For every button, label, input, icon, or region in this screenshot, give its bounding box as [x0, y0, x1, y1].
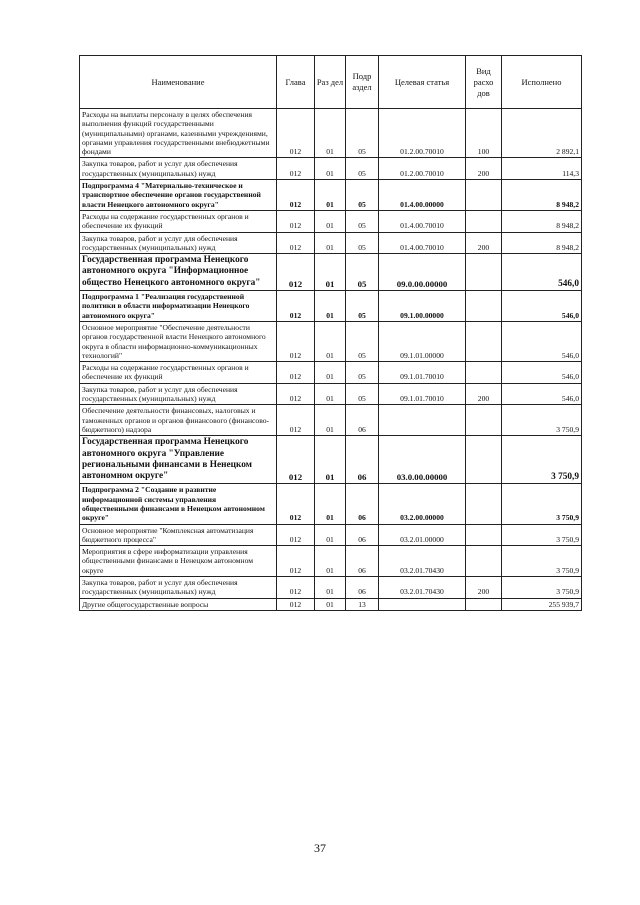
row-expense-type [466, 180, 502, 211]
row-executed: 546,0 [502, 254, 582, 291]
row-expense-type [466, 210, 502, 232]
table-row [80, 524, 582, 546]
row-expense-type [466, 405, 502, 436]
row-executed: 3 750,9 [502, 405, 582, 436]
row-razdel: 01 [315, 524, 346, 546]
table-row [80, 577, 582, 599]
row-glava: 012 [277, 321, 315, 361]
row-podrazdel: 05 [346, 362, 379, 384]
row-razdel: 01 [315, 321, 346, 361]
row-expense-type [466, 291, 502, 322]
row-executed: 255 939,7 [502, 598, 582, 610]
row-target-article: 01.2.00.70010 [379, 109, 466, 158]
row-executed: 3 750,9 [502, 436, 582, 484]
page-number: 37 [314, 841, 326, 855]
row-target-article: 09.1.01.70010 [379, 362, 466, 384]
row-name: Закупка товаров, работ и услуг для обеспечения государственных (муниципальных) нужд [80, 232, 277, 254]
row-name: Государственная программа Ненецкого автономного округа "Информационное общество Ненецкого автономного округа" [80, 254, 277, 291]
row-razdel: 01 [315, 362, 346, 384]
table-row [80, 180, 582, 211]
row-razdel: 01 [315, 577, 346, 599]
row-glava: 012 [277, 405, 315, 436]
row-podrazdel: 05 [346, 232, 379, 254]
table-row [80, 321, 582, 361]
row-executed: 3 750,9 [502, 484, 582, 524]
row-glava: 012 [277, 598, 315, 610]
row-name: Подпрограмма 1 "Реализация государственной политики в области информатизации Ненецкого автономного округа" [80, 291, 277, 322]
row-name: Основное мероприятие "Обеспечение деятельности органов государственной власти Ненецкого автономного округа в области информационно-коммуникационных технологий" [80, 321, 277, 361]
row-target-article: 01.4.00.70010 [379, 232, 466, 254]
row-glava: 012 [277, 232, 315, 254]
row-expense-type [466, 362, 502, 384]
table-row [80, 362, 582, 384]
row-target-article: 01.4.00.70010 [379, 210, 466, 232]
row-podrazdel: 06 [346, 524, 379, 546]
table-row [80, 254, 582, 291]
row-razdel: 01 [315, 254, 346, 291]
row-podrazdel: 13 [346, 598, 379, 610]
row-podrazdel: 05 [346, 109, 379, 158]
row-name: Другие общегосударственные вопросы [80, 598, 277, 610]
table-row [80, 546, 582, 577]
row-executed: 3 750,9 [502, 524, 582, 546]
header-statya: Целевая статья [379, 56, 466, 109]
row-podrazdel: 05 [346, 210, 379, 232]
row-target-article [379, 405, 466, 436]
row-glava: 012 [277, 524, 315, 546]
row-executed: 3 750,9 [502, 577, 582, 599]
header-ispolneno: Исполнено [502, 56, 582, 109]
row-glava: 012 [277, 484, 315, 524]
row-target-article: 09.1.01.70010 [379, 383, 466, 405]
row-razdel: 01 [315, 484, 346, 524]
header-name: Наименование [80, 56, 277, 109]
row-executed: 546,0 [502, 362, 582, 384]
row-target-article: 09.1.00.00000 [379, 291, 466, 322]
row-executed: 3 750,9 [502, 546, 582, 577]
row-podrazdel: 05 [346, 158, 379, 180]
table-row [80, 210, 582, 232]
row-target-article: 09.1.01.00000 [379, 321, 466, 361]
row-name: Государственная программа Ненецкого автономного округа "Управление региональными финансами в Ненецком автономном округе" [80, 436, 277, 484]
row-glava: 012 [277, 436, 315, 484]
row-name: Обеспечение деятельности финансовых, налоговых и таможенных органов и органов финансового (финансово-бюджетного) надзора [80, 405, 277, 436]
row-podrazdel: 06 [346, 436, 379, 484]
row-razdel: 01 [315, 180, 346, 211]
row-name: Подпрограмма 2 "Создание и развитие информационной системы управления общественными финансами в Ненецком автономном округе" [80, 484, 277, 524]
row-razdel: 01 [315, 436, 346, 484]
row-glava: 012 [277, 109, 315, 158]
row-target-article: 09.0.00.00000 [379, 254, 466, 291]
row-name: Закупка товаров, работ и услуг для обеспечения государственных (муниципальных) нужд [80, 577, 277, 599]
row-expense-type [466, 524, 502, 546]
table-row [80, 109, 582, 158]
row-podrazdel: 05 [346, 291, 379, 322]
row-name: Расходы на содержание государственных органов и обеспечение их функций [80, 362, 277, 384]
row-target-article: 03.2.01.70430 [379, 577, 466, 599]
header-razdel: Раз дел [315, 56, 346, 109]
table-body [80, 109, 582, 611]
row-executed: 2 892,1 [502, 109, 582, 158]
row-glava: 012 [277, 291, 315, 322]
header-podrazdel: Подр аздел [346, 56, 379, 109]
row-glava: 012 [277, 383, 315, 405]
row-razdel: 01 [315, 291, 346, 322]
row-target-article: 03.2.00.00000 [379, 484, 466, 524]
table-row [80, 436, 582, 484]
table-row [80, 484, 582, 524]
row-podrazdel: 06 [346, 484, 379, 524]
row-glava: 012 [277, 254, 315, 291]
row-podrazdel: 05 [346, 321, 379, 361]
table-row [80, 598, 582, 610]
table-row [80, 232, 582, 254]
row-target-article: 01.2.00.70010 [379, 158, 466, 180]
row-name: Основное мероприятие "Комплексная автоматизация бюджетного процесса" [80, 524, 277, 546]
row-expense-type [466, 546, 502, 577]
row-target-article: 03.2.01.70430 [379, 546, 466, 577]
row-razdel: 01 [315, 232, 346, 254]
row-podrazdel: 05 [346, 254, 379, 291]
row-name: Закупка товаров, работ и услуг для обеспечения государственных (муниципальных) нужд [80, 158, 277, 180]
table-row [80, 291, 582, 322]
row-expense-type [466, 598, 502, 610]
row-target-article: 03.0.00.00000 [379, 436, 466, 484]
row-podrazdel: 06 [346, 405, 379, 436]
row-executed: 546,0 [502, 383, 582, 405]
row-target-article [379, 598, 466, 610]
row-executed: 8 948,2 [502, 180, 582, 211]
row-expense-type [466, 254, 502, 291]
row-glava: 012 [277, 577, 315, 599]
row-name: Расходы на выплаты персоналу в целях обеспечения выполнения функций государственными (муниципальными) органами, казенными учреждениями, органами управления государственными внебюджетными фондами [80, 109, 277, 158]
row-expense-type: 200 [466, 158, 502, 180]
row-expense-type: 200 [466, 577, 502, 599]
row-executed: 546,0 [502, 321, 582, 361]
row-podrazdel: 06 [346, 546, 379, 577]
row-expense-type [466, 484, 502, 524]
table-row [80, 405, 582, 436]
row-name: Закупка товаров, работ и услуг для обеспечения государственных (муниципальных) нужд [80, 383, 277, 405]
budget-table [79, 55, 582, 611]
row-name: Мероприятия в сфере информатизации управления общественными финансами в Ненецком автономном округе [80, 546, 277, 577]
header-vid: Вид расхо дов [466, 56, 502, 109]
row-glava: 012 [277, 546, 315, 577]
row-glava: 012 [277, 180, 315, 211]
row-expense-type [466, 436, 502, 484]
row-razdel: 01 [315, 598, 346, 610]
row-expense-type [466, 321, 502, 361]
row-razdel: 01 [315, 158, 346, 180]
table-header-row [80, 56, 582, 109]
row-podrazdel: 05 [346, 383, 379, 405]
row-podrazdel: 05 [346, 180, 379, 211]
row-razdel: 01 [315, 405, 346, 436]
row-executed: 114,3 [502, 158, 582, 180]
row-razdel: 01 [315, 546, 346, 577]
row-glava: 012 [277, 210, 315, 232]
row-expense-type: 100 [466, 109, 502, 158]
row-executed: 8 948,2 [502, 232, 582, 254]
row-razdel: 01 [315, 210, 346, 232]
row-razdel: 01 [315, 383, 346, 405]
row-expense-type: 200 [466, 383, 502, 405]
table-row [80, 383, 582, 405]
row-razdel: 01 [315, 109, 346, 158]
row-target-article: 03.2.01.00000 [379, 524, 466, 546]
table-row [80, 158, 582, 180]
row-name: Расходы на содержание государственных органов и обеспечение их функций [80, 210, 277, 232]
row-executed: 8 948,2 [502, 210, 582, 232]
row-glava: 012 [277, 158, 315, 180]
row-name: Подпрограмма 4 "Материально-техническое и транспортное обеспечение органов государственной власти Ненецкого автономного округа" [80, 180, 277, 211]
row-expense-type: 200 [466, 232, 502, 254]
row-executed: 546,0 [502, 291, 582, 322]
row-podrazdel: 06 [346, 577, 379, 599]
row-glava: 012 [277, 362, 315, 384]
row-target-article: 01.4.00.00000 [379, 180, 466, 211]
header-glava: Глава [277, 56, 315, 109]
